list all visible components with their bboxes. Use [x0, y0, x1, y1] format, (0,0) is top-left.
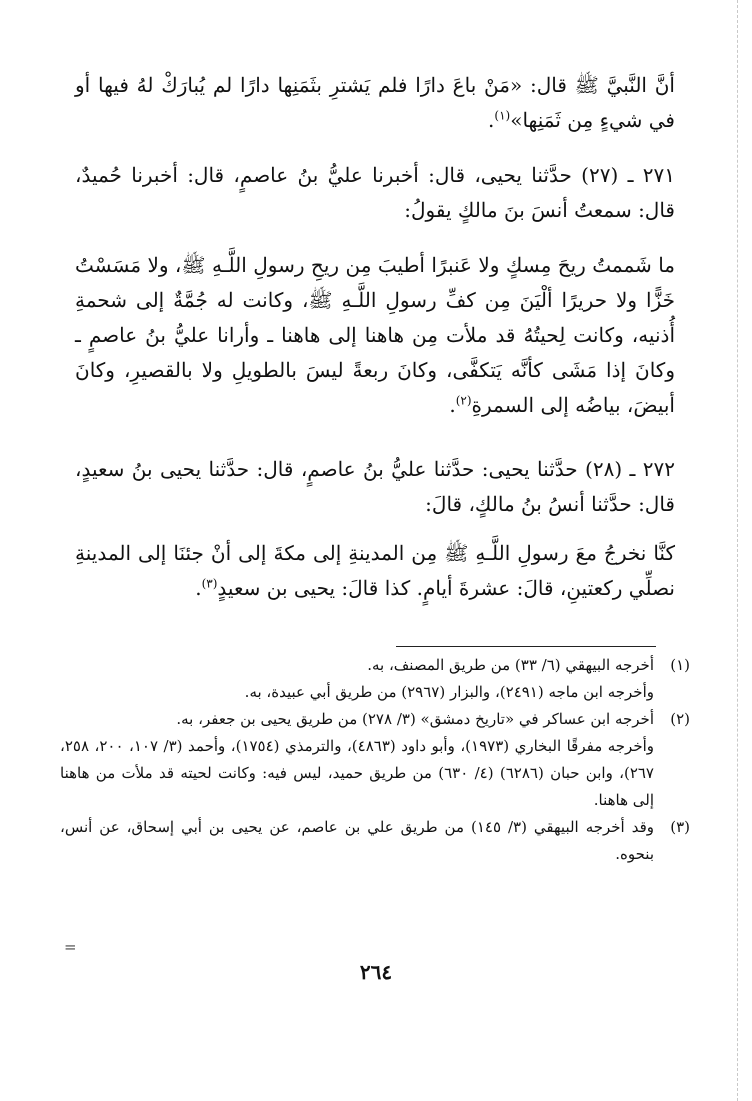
hadith-271-text	[75, 248, 675, 440]
footnote-text: وقد أخرجه البيهقي (٣/ ١٤٥) من طريق علي بن عاصم، عن يحيى بن أبي إسحاق، عن أنس، بنحوه.	[60, 818, 654, 863]
footnote-3	[60, 814, 690, 868]
hadith-272-end-mark: .	[195, 576, 202, 600]
footnote-number: (١)	[670, 656, 690, 674]
hadith-272-text	[75, 536, 675, 606]
main-text	[75, 68, 675, 606]
footnote-2-continuation: وأخرجه مفرقًا البخاري (١٩٧٣)، وأبو داود (٤٨٦٣)، والترمذي (١٧٥٤)، وأحمد (٣/ ١٠٧، ٢٠٠، ٢٥٨، ٢٦٧)، وابن حبان (٦٢٨٦) (٤/ ٦٣٠) من طريق حميد، ليس فيه: وكانت لحيته قد ملأت من هاهنا إلى هاهنا.	[60, 737, 655, 809]
paragraph-end-mark: .	[488, 108, 495, 132]
footnote-text: أخرجه ابن عساكر في «تاريخ دمشق» (٣/ ٢٧٨) من طريق يحيى بن جعفر، به.	[176, 710, 654, 728]
footnote-1-continuation: وأخرجه ابن ماجه (٢٤٩١)، والبزار (٢٩٦٧) من طريق أبي عبيدة، به.	[244, 683, 654, 701]
footnote-2	[60, 706, 690, 733]
page-number: ٢٦٤	[359, 960, 393, 984]
footnote-ref-2[interactable]: (٢)	[455, 393, 472, 408]
hadith-271-end-mark: .	[449, 393, 456, 417]
footnote-text: أخرجه البيهقي (٦/ ٣٣) من طريق المصنف، به.	[367, 656, 654, 674]
footnotes	[60, 652, 690, 868]
hadith-272-body: كنَّا نخرجُ معَ رسولِ اللَّـهِ ﷺ مِن المدينةِ إلى مكةَ إلى أنْ جئنَا إلى المدينةِ نصلِّي ركعتينِ، قالَ: عشرةَ أيامٍ. كذا قالَ: يحيى بن سعيدٍ	[75, 541, 675, 600]
footnote-1	[60, 652, 690, 679]
footnote-number: (٢)	[670, 710, 690, 728]
hadith-271-body: ما شَممتُ ريحَ مِسكٍ ولا عَنبرًا أطيبَ مِن ريحِ رسولِ اللَّـهِ ﷺ، ولا مَسَسْتُ خَزًّا ولا حريرًا ألْيَنَ مِن كفِّ رسولِ اللَّـهِ ﷺ، وكانت له جُمَّةٌ إلى شحمةِ أُذنيه، وكانت لِحيتُهُ قد ملأت مِن هاهنا إلى هاهنا ـ وأرانا عليُّ بنُ عاصمٍ ـ وكانَ إذا مَشَى كأنَّه يَتكفَّى، وكانَ ربعةً ليسَ بالطويلِ ولا بالقصيرِ، وكانَ أبيضَ، بياضُه إلى السمرةِ	[75, 253, 675, 417]
footnote-separator	[396, 646, 656, 647]
footnote-number: (٣)	[670, 818, 690, 836]
footnote-ref-3[interactable]: (٣)	[201, 576, 218, 591]
paragraph-text: أنَّ النَّبيَّ ﷺ قال: «مَنْ باعَ دارًا فلم يَشترِ بثَمَنِها دارًا لم يُبارَكْ لهُ فيها أو في شيءٍ مِن ثَمَنِها»	[75, 73, 675, 132]
hadith-271-chain: ٢٧١ ـ (٢٧) حدَّثنا يحيى، قال: أخبرنا عليُّ بنُ عاصمٍ، قال: أخبرنا حُميدٌ، قال: سمعتُ أنسَ بنَ مالكٍ يقولُ:	[75, 163, 675, 222]
continuation-mark: =	[64, 938, 77, 956]
scan-edge-line	[737, 0, 738, 1101]
footnote-ref-1[interactable]: (١)	[494, 108, 511, 123]
hadith-272-chain: ٢٧٢ ـ (٢٨) حدَّثنا يحيى: حدَّثنا عليُّ بنُ عاصمٍ، قال: حدَّثنا يحيى بنُ سعيدٍ، قال: حدَّثنا أنسُ بنُ مالكٍ، قالَ:	[75, 457, 675, 516]
paragraph-hadith-end	[75, 68, 675, 152]
